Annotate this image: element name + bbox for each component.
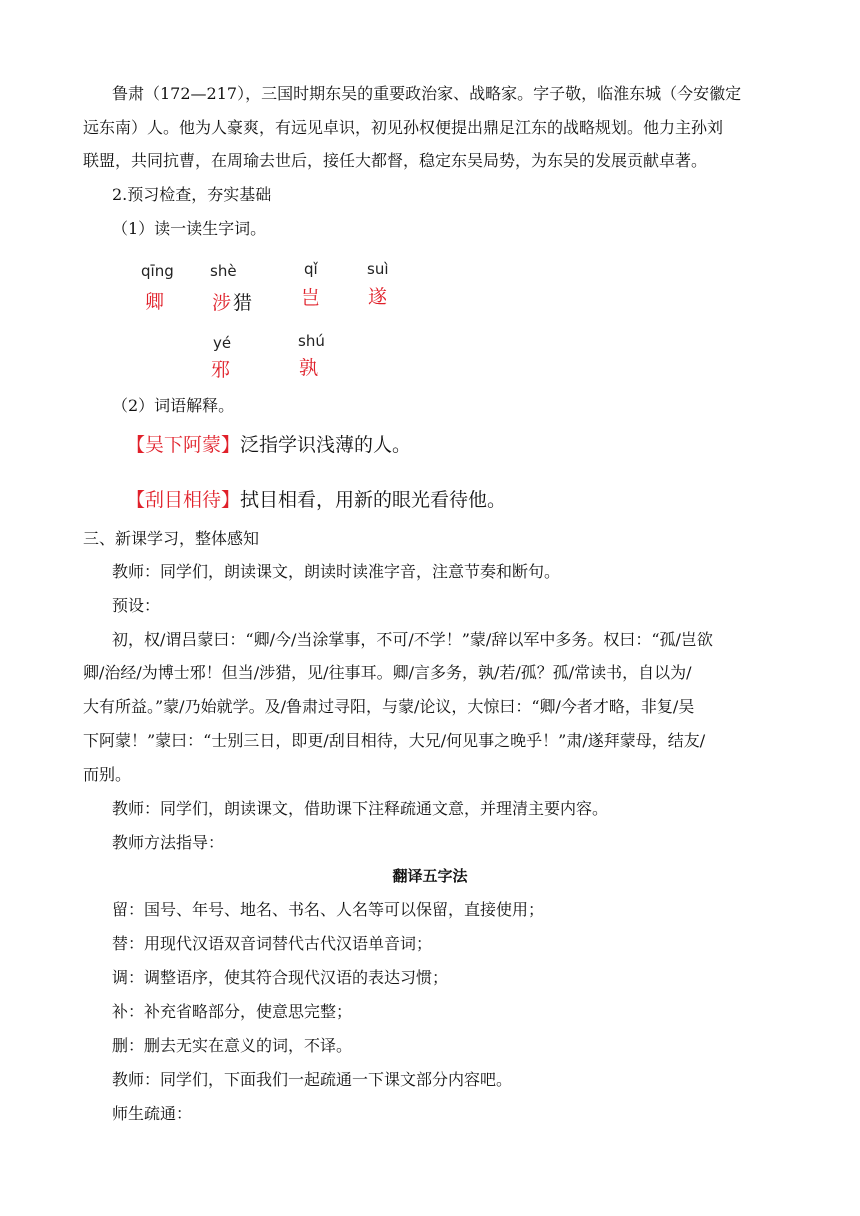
method-item: 替：用现代汉语双音词替代古代汉语单音词； — [112, 934, 433, 953]
together-label: 师生疏通： — [112, 1104, 193, 1123]
intro-line-1: 鲁肃（172—217），三国时期东吴的重要政治家、战略家。字子敬，临淮东城（今安徽定 — [112, 84, 742, 103]
text-line: 下阿蒙！”蒙曰：“士别三日，即更/刮目相待，大兄/何见事之晚乎！”肃/遂拜蒙母，结友/ — [83, 731, 706, 750]
section-3-title: 三、新课学习，整体感知 — [83, 529, 260, 548]
section-2-sub2: （2）词语解释。 — [112, 396, 235, 415]
section-2-title: 2.预习检查，夯实基础 — [112, 185, 272, 204]
pinyin: yé — [213, 334, 232, 352]
intro-line-3: 联盟，共同抗曹，在周瑜去世后，接任大都督，稳定东吴局势，为东吴的发展贡献卓著。 — [83, 151, 708, 170]
teacher-line-1: 教师：同学们，朗读课文，朗读时读准字音，注意节奏和断句。 — [112, 562, 561, 581]
vocab-char: 涉 — [212, 292, 232, 314]
pinyin: qǐ — [304, 260, 318, 278]
method-label: 教师方法指导： — [112, 833, 225, 852]
method-item: 调：调整语序，使其符合现代汉语的表达习惯； — [112, 968, 449, 987]
method-title: 翻译五字法 — [392, 867, 468, 885]
method-item: 删：删去无实在意义的词，不译。 — [112, 1036, 353, 1055]
preset-label: 预设： — [112, 596, 161, 615]
pinyin: shè — [210, 262, 237, 280]
text-line: 大有所益。”蒙/乃始就学。及/鲁肃过寻阳，与蒙/论议，大惊曰：“卿/今者才略，非复/吴 — [83, 697, 695, 716]
pinyin: qīng — [141, 262, 174, 280]
vocab-char: 邪 — [211, 359, 231, 381]
method-item: 补：补充省略部分，使意思完整； — [112, 1002, 353, 1021]
text-line: 而别。 — [83, 765, 132, 784]
term-definition: 泛指学识浅薄的人。 — [240, 434, 412, 456]
section-2-sub1: （1）读一读生字词。 — [112, 219, 267, 238]
teacher-line-2: 教师：同学们，朗读课文，借助课下注释疏通文意，并理清主要内容。 — [112, 799, 609, 818]
text-line: 卿/治经/为博士邪！但当/涉猎，见/往事耳。卿/言多务，孰/若/孤？孤/常读书，自以为/ — [83, 663, 692, 682]
pinyin: suì — [367, 260, 389, 278]
term-word: 【刮目相待】 — [126, 489, 241, 511]
teacher-line-3: 教师：同学们，下面我们一起疏通一下课文部分内容吧。 — [112, 1070, 513, 1089]
vocab-char-extra: 猎 — [233, 292, 253, 314]
intro-line-2: 远东南）人。他为人豪爽，有远见卓识，初见孙权便提出鼎足江东的战略规划。他力主孙刘 — [83, 118, 724, 137]
vocab-char: 孰 — [299, 357, 319, 379]
term-word: 【吴下阿蒙】 — [126, 434, 241, 456]
vocab-char: 岂 — [301, 287, 321, 309]
text-line: 初，权/谓吕蒙曰：“卿/今/当涂掌事，不可/不学！”蒙/辞以军中多务。权曰：“孤/岂欲 — [112, 630, 713, 649]
vocab-char: 遂 — [368, 286, 388, 308]
pinyin: shú — [298, 332, 325, 350]
term-definition: 拭目相看，用新的眼光看待他。 — [240, 489, 507, 511]
term-entry — [126, 485, 506, 512]
method-item: 留：国号、年号、地名、书名、人名等可以保留，直接使用； — [112, 900, 545, 919]
vocab-char: 卿 — [145, 291, 165, 313]
term-entry — [126, 430, 411, 457]
